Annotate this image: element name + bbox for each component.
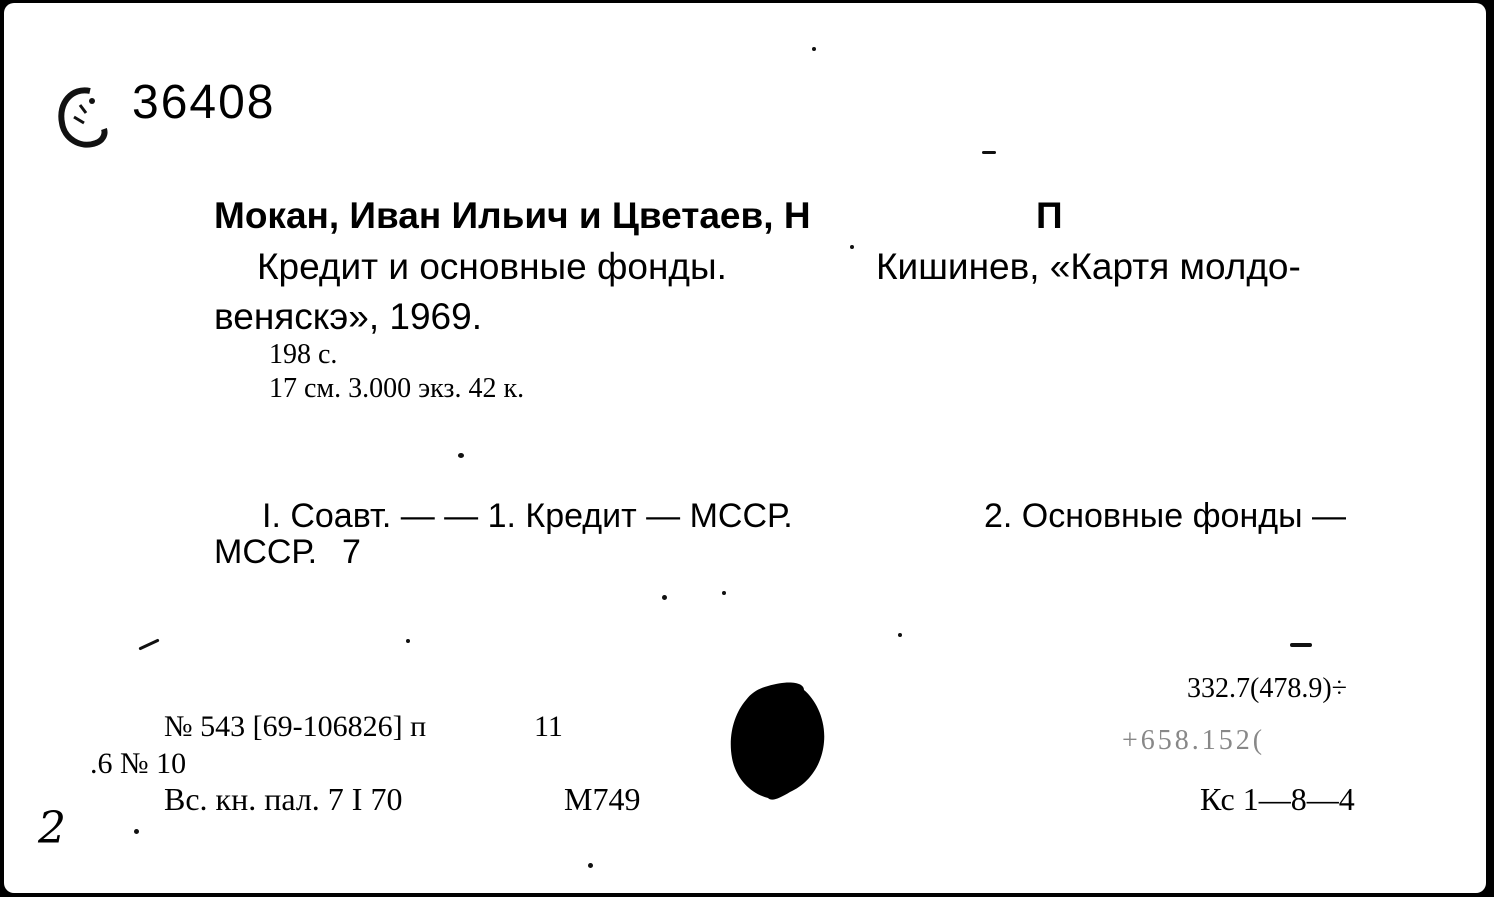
classification-primary: 332.7(478.9)÷ — [1187, 673, 1348, 704]
author-heading — [214, 195, 1063, 237]
page-count: 198 с. — [269, 339, 338, 370]
dust-speck — [722, 591, 726, 595]
punch-hole-icon — [728, 680, 826, 804]
physical-description: 17 см. 3.000 экз. 42 к. — [269, 373, 525, 404]
library-stamp-icon — [50, 83, 120, 153]
issue-number: .6 № 10 — [90, 747, 187, 780]
author-initial: П — [1036, 195, 1063, 236]
dust-speck — [134, 829, 139, 834]
shelf-code: Кс 1—8—4 — [1200, 781, 1355, 817]
printing-code: M749 — [564, 781, 641, 817]
dust-speck — [138, 638, 159, 650]
record-number-suffix: 11 — [534, 710, 563, 743]
subject-headings-line-1b: 2. Основные фонды — — [984, 497, 1346, 535]
dust-speck — [1290, 643, 1312, 647]
dust-speck — [458, 453, 464, 458]
dust-speck — [898, 633, 902, 637]
record-number: № 543 [69-106826] п — [164, 710, 427, 743]
catalog-card — [4, 3, 1486, 893]
dust-speck — [812, 47, 816, 51]
dust-speck — [588, 863, 593, 868]
classification-secondary: +658.152( — [1122, 725, 1266, 756]
subject-headings-line-2: МССР. — [214, 533, 318, 571]
dust-speck — [662, 595, 667, 600]
handwritten-mark: 2 — [38, 803, 66, 854]
title-line-1: Кредит и основные фонды. — [257, 246, 727, 287]
subject-headings-line-1a: I. Соавт. — — 1. Кредит — МССР. — [262, 497, 793, 535]
printing-info: Вс. кн. пал. 7 I 70 — [164, 781, 403, 817]
publisher-line-1: Кишинев, «Картя молдо- — [876, 246, 1301, 287]
author-names: Мокан, Иван Ильич и Цветаев, Н — [214, 195, 811, 236]
dust-speck — [850, 245, 854, 249]
title-line-2: веняскэ», 1969. — [214, 296, 482, 337]
check-mark: 7 — [342, 533, 361, 571]
dust-speck — [406, 639, 410, 643]
accession-number: 36408 — [132, 76, 276, 129]
dust-speck — [982, 151, 996, 154]
